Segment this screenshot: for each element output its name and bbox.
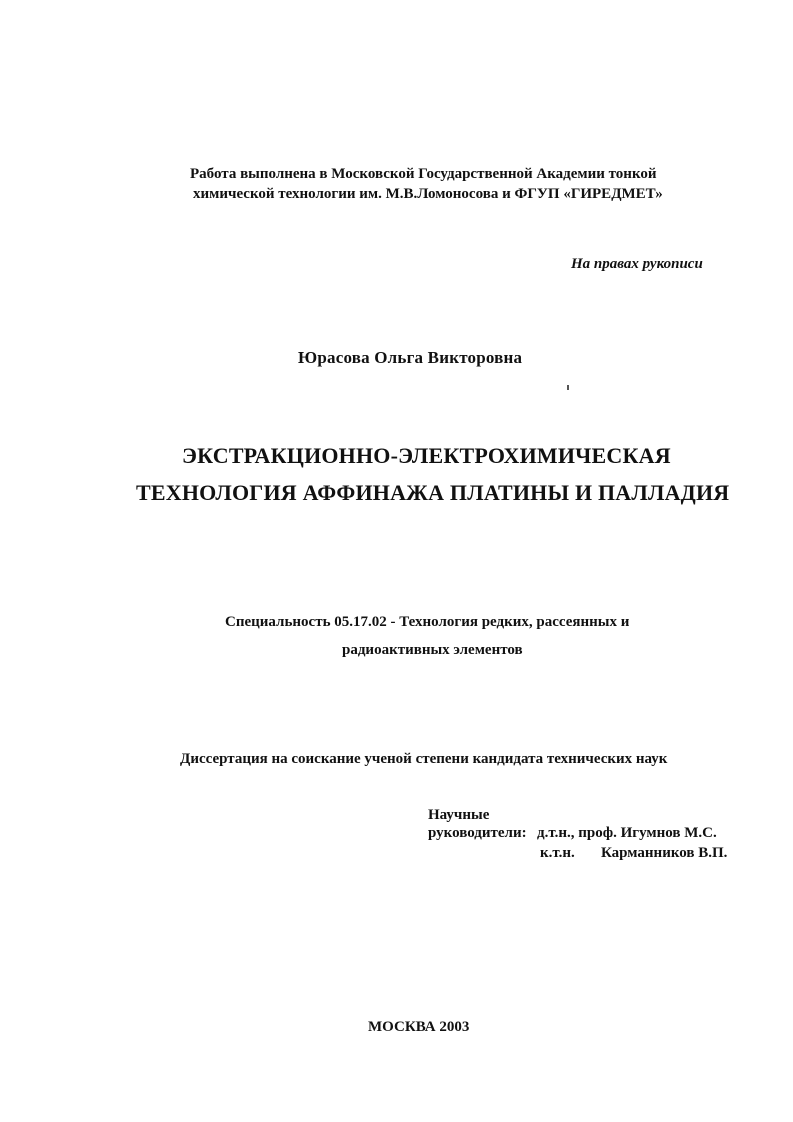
supervisors-heading: Научные: [428, 807, 490, 823]
dissertation-statement: Диссертация на соискание ученой степени кандидата технических наук: [180, 751, 668, 767]
supervisor-second-degree: к.т.н.: [540, 845, 575, 861]
author-name: Юрасова Ольга Викторовна: [298, 348, 523, 367]
supervisors-label: руководители:: [428, 825, 527, 841]
institution-line-1: Работа выполнена в Московской Государственной Академии тонкой: [190, 166, 657, 182]
supervisor-second-name: Карманников В.П.: [601, 845, 728, 861]
title-line-2: ТЕХНОЛОГИЯ АФФИНАЖА ПЛАТИНЫ И ПАЛЛАДИЯ: [136, 480, 730, 505]
scan-speck: [567, 385, 569, 390]
city-year: МОСКВА 2003: [368, 1019, 470, 1035]
title-line-1: ЭКСТРАКЦИОННО-ЭЛЕКТРОХИМИЧЕСКАЯ: [182, 443, 671, 468]
specialty-line-1: Специальность 05.17.02 - Технология редких, рассеянных и: [225, 614, 630, 630]
manuscript-note: На правах рукописи: [571, 256, 703, 272]
supervisor-first: д.т.н., проф. Игумнов М.С.: [537, 825, 717, 841]
specialty-line-2: радиоактивных элементов: [342, 642, 523, 658]
institution-line-2: химической технологии им. М.В.Ломоносова и ФГУП «ГИРЕДМЕТ»: [193, 186, 663, 202]
